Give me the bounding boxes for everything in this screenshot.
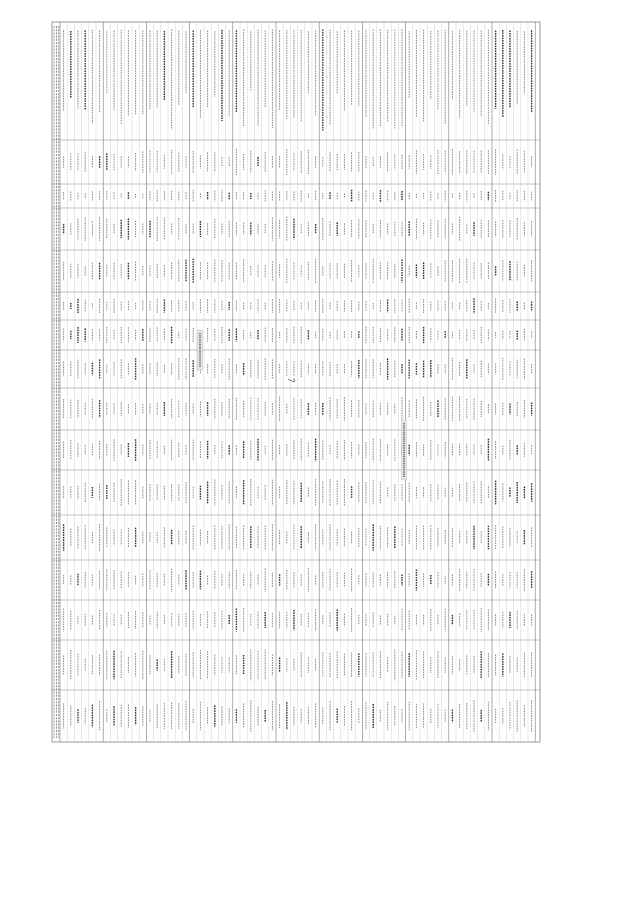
page-number: 7 bbox=[286, 378, 296, 383]
table-header-block bbox=[54, 26, 59, 738]
table-row-lines bbox=[60, 22, 535, 742]
